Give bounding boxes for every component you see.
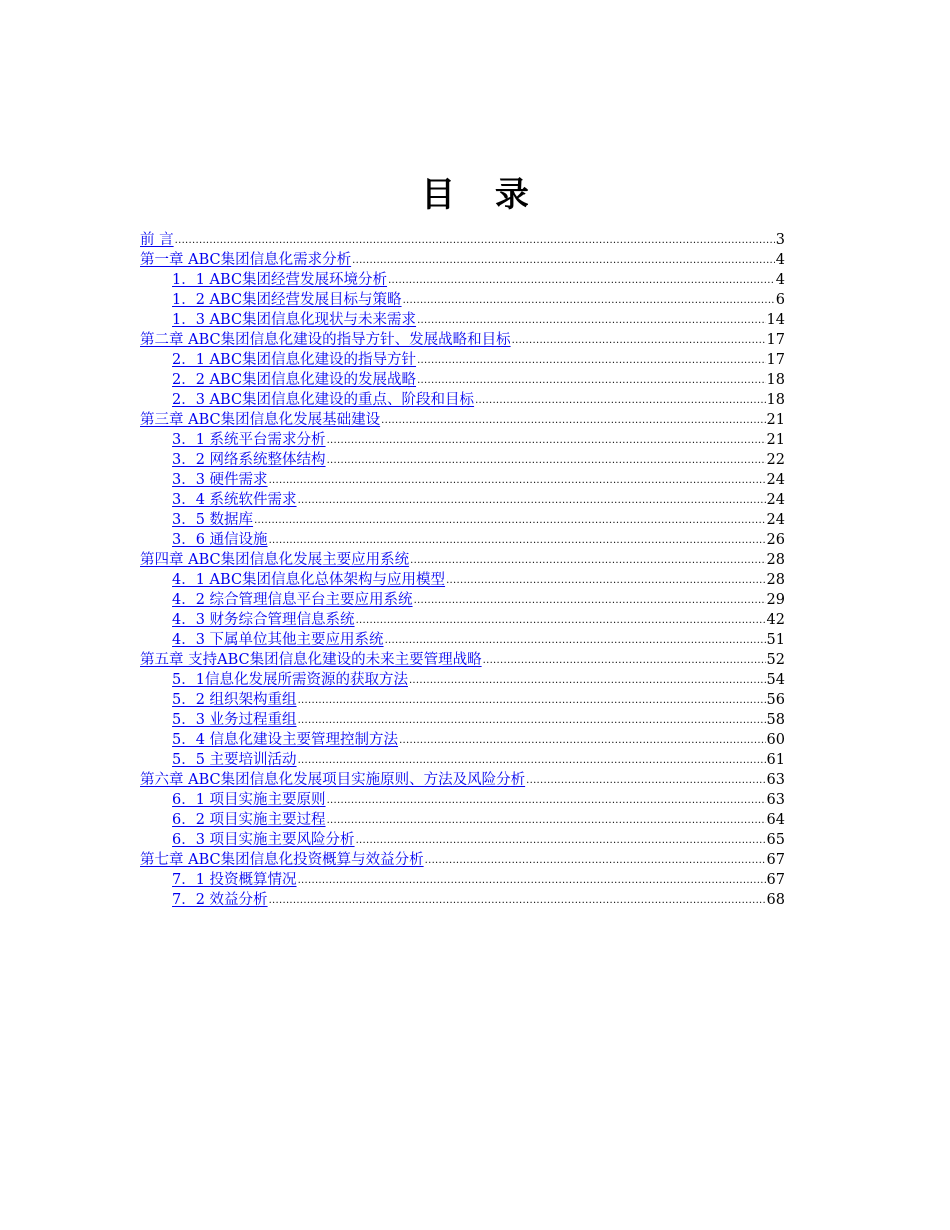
toc-page-number: 58 <box>766 712 785 728</box>
toc-entry-link[interactable]: 6．2 项目实施主要过程 <box>172 812 326 828</box>
toc-entry-link[interactable]: 第六章 ABC集团信息化发展项目实施原则、方法及风险分析 <box>140 772 526 788</box>
toc-dot-leader <box>269 471 766 491</box>
toc-section-entry[interactable] <box>140 750 785 770</box>
toc-page-number: 54 <box>766 672 785 688</box>
toc-entry-link[interactable]: 5．1信息化发展所需资源的获取方法 <box>172 672 408 688</box>
toc-section-entry[interactable] <box>140 830 785 850</box>
toc-entry-link[interactable]: 7．2 效益分析 <box>172 892 268 908</box>
toc-page-number: 63 <box>766 772 785 788</box>
toc-entry-link[interactable]: 第五章 支持ABC集团信息化建设的未来主要管理战略 <box>140 652 482 668</box>
toc-dot-leader <box>356 611 766 631</box>
toc-dot-leader <box>269 531 766 551</box>
toc-entry-link[interactable]: 4．2 综合管理信息平台主要应用系统 <box>172 592 413 608</box>
toc-dot-leader <box>425 851 766 871</box>
toc-page-number: 42 <box>766 612 785 628</box>
toc-dot-leader <box>385 631 766 651</box>
toc-dot-leader <box>298 871 766 891</box>
toc-section-entry[interactable] <box>140 790 785 810</box>
toc-section-entry[interactable] <box>140 430 785 450</box>
toc-dot-leader <box>327 811 766 831</box>
toc-page-number: 3 <box>775 232 785 248</box>
toc-dot-leader <box>381 411 765 431</box>
toc-page-number: 52 <box>766 652 785 668</box>
toc-page-number: 65 <box>766 832 785 848</box>
toc-section-entry[interactable] <box>140 730 785 750</box>
toc-entry-link[interactable]: 1．2 ABC集团经营发展目标与策略 <box>172 292 402 308</box>
toc-page-number: 14 <box>766 312 785 328</box>
toc-section-entry[interactable] <box>140 390 785 410</box>
toc-dot-leader <box>298 691 766 711</box>
toc-page-number: 60 <box>766 732 785 748</box>
toc-entry-link[interactable]: 4．3 财务综合管理信息系统 <box>172 612 355 628</box>
toc-page-number: 18 <box>766 392 785 408</box>
toc-dot-leader <box>327 431 766 451</box>
toc-dot-leader <box>410 551 765 571</box>
toc-section-entry[interactable] <box>140 290 785 310</box>
toc-dot-leader <box>298 491 766 511</box>
toc-entry-link[interactable]: 3．1 系统平台需求分析 <box>172 432 326 448</box>
toc-page-number: 68 <box>766 892 785 908</box>
toc-page-number: 63 <box>766 792 785 808</box>
toc-page-number: 51 <box>766 632 785 648</box>
toc-section-entry[interactable] <box>140 310 785 330</box>
toc-dot-leader <box>254 511 765 531</box>
toc-dot-leader <box>352 251 775 271</box>
toc-chapter-entry[interactable] <box>140 410 785 430</box>
toc-section-entry[interactable] <box>140 470 785 490</box>
toc-entry-link[interactable]: 5．2 组织架构重组 <box>172 692 297 708</box>
toc-page-number: 21 <box>766 432 785 448</box>
toc-entry-link[interactable]: 3．4 系统软件需求 <box>172 492 297 508</box>
toc-title: 目 录 <box>421 174 543 215</box>
toc-section-entry[interactable] <box>140 270 785 290</box>
toc-section-entry[interactable] <box>140 690 785 710</box>
toc-page-number: 4 <box>775 272 785 288</box>
toc-dot-leader <box>414 591 766 611</box>
toc-section-entry[interactable] <box>140 490 785 510</box>
toc-section-entry[interactable] <box>140 510 785 530</box>
toc-page-number: 6 <box>775 292 785 308</box>
toc-section-entry[interactable] <box>140 630 785 650</box>
toc-page-number: 22 <box>766 452 785 468</box>
toc-section-entry[interactable] <box>140 710 785 730</box>
toc-entry-link[interactable]: 5．3 业务过程重组 <box>172 712 297 728</box>
toc-entry-link[interactable]: 4．1 ABC集团信息化总体架构与应用模型 <box>172 572 446 588</box>
toc-section-entry[interactable] <box>140 590 785 610</box>
toc-entry-link[interactable]: 第三章 ABC集团信息化发展基础建设 <box>140 412 381 428</box>
toc-chapter-entry[interactable] <box>140 250 785 270</box>
toc-dot-leader <box>483 651 766 671</box>
toc-chapter-entry[interactable] <box>140 330 785 350</box>
toc-entry-link[interactable]: 2．2 ABC集团信息化建设的发展战略 <box>172 372 417 388</box>
toc-page-number: 4 <box>775 252 785 268</box>
toc-entry-link[interactable]: 2．1 ABC集团信息化建设的指导方针 <box>172 352 417 368</box>
toc-dot-leader <box>399 731 765 751</box>
toc-section-entry[interactable] <box>140 610 785 630</box>
toc-entry-link[interactable]: 5．4 信息化建设主要管理控制方法 <box>172 732 399 748</box>
table-of-contents <box>140 230 785 910</box>
toc-page-number: 64 <box>766 812 785 828</box>
toc-section-entry[interactable] <box>140 870 785 890</box>
toc-entry-link[interactable]: 第七章 ABC集团信息化投资概算与效益分析 <box>140 852 424 868</box>
toc-section-entry[interactable] <box>140 570 785 590</box>
toc-page-number: 67 <box>766 852 785 868</box>
toc-dot-leader <box>403 291 775 311</box>
toc-dot-leader <box>388 271 775 291</box>
toc-dot-leader <box>512 331 766 351</box>
toc-chapter-entry[interactable] <box>140 650 785 670</box>
toc-dot-leader <box>446 571 765 591</box>
toc-dot-leader <box>417 351 765 371</box>
toc-entry-link[interactable]: 第二章 ABC集团信息化建设的指导方针、发展战略和目标 <box>140 332 511 348</box>
toc-chapter-entry[interactable] <box>140 230 785 250</box>
toc-entry-link[interactable]: 4．3 下属单位其他主要应用系统 <box>172 632 384 648</box>
toc-entry-link[interactable]: 3．6 通信设施 <box>172 532 268 548</box>
toc-entry-link[interactable]: 第一章 ABC集团信息化需求分析 <box>140 252 352 268</box>
toc-page-number: 28 <box>766 572 785 588</box>
toc-page-number: 61 <box>766 752 785 768</box>
toc-entry-link[interactable]: 6．3 项目实施主要风险分析 <box>172 832 355 848</box>
toc-page-number: 21 <box>766 412 785 428</box>
toc-dot-leader <box>417 311 765 331</box>
toc-page-number: 17 <box>766 352 785 368</box>
toc-dot-leader <box>298 711 766 731</box>
toc-section-entry[interactable] <box>140 450 785 470</box>
toc-entry-link[interactable]: 7．1 投资概算情况 <box>172 872 297 888</box>
toc-page-number: 28 <box>766 552 785 568</box>
toc-entry-link[interactable]: 2．3 ABC集团信息化建设的重点、阶段和目标 <box>172 392 475 408</box>
toc-chapter-entry[interactable] <box>140 850 785 870</box>
toc-page-number: 24 <box>766 512 785 528</box>
toc-entry-link[interactable]: 3．5 数据库 <box>172 512 254 528</box>
toc-entry-link[interactable]: 3．2 网络系统整体结构 <box>172 452 326 468</box>
toc-entry-link[interactable]: 6．1 项目实施主要原则 <box>172 792 326 808</box>
toc-dot-leader <box>475 391 765 411</box>
toc-entry-link[interactable]: 1．3 ABC集团信息化现状与未来需求 <box>172 312 417 328</box>
toc-page-number: 26 <box>766 532 785 548</box>
toc-dot-leader <box>269 891 766 911</box>
toc-page-number: 24 <box>766 492 785 508</box>
toc-dot-leader <box>298 751 766 771</box>
toc-section-entry[interactable] <box>140 370 785 390</box>
toc-dot-leader <box>417 371 765 391</box>
toc-dot-leader <box>526 771 765 791</box>
toc-page-number: 56 <box>766 692 785 708</box>
toc-section-entry[interactable] <box>140 810 785 830</box>
toc-dot-leader <box>327 451 766 471</box>
toc-entry-link[interactable]: 第四章 ABC集团信息化发展主要应用系统 <box>140 552 410 568</box>
toc-page-number: 24 <box>766 472 785 488</box>
toc-section-entry[interactable] <box>140 670 785 690</box>
toc-dot-leader <box>327 791 766 811</box>
toc-page-number: 29 <box>766 592 785 608</box>
toc-chapter-entry[interactable] <box>140 550 785 570</box>
toc-dot-leader <box>356 831 766 851</box>
toc-page-number: 17 <box>766 332 785 348</box>
toc-entry-link[interactable]: 5．5 主要培训活动 <box>172 752 297 768</box>
toc-chapter-entry[interactable] <box>140 770 785 790</box>
toc-dot-leader <box>175 231 775 251</box>
toc-dot-leader <box>409 671 766 691</box>
toc-entry-link[interactable]: 前 言 <box>140 232 174 248</box>
toc-page-number: 67 <box>766 872 785 888</box>
toc-entry-link[interactable]: 3．3 硬件需求 <box>172 472 268 488</box>
toc-section-entry[interactable] <box>140 350 785 370</box>
toc-section-entry[interactable] <box>140 890 785 910</box>
toc-page-number: 18 <box>766 372 785 388</box>
toc-entry-link[interactable]: 1．1 ABC集团经营发展环境分析 <box>172 272 388 288</box>
toc-section-entry[interactable] <box>140 530 785 550</box>
